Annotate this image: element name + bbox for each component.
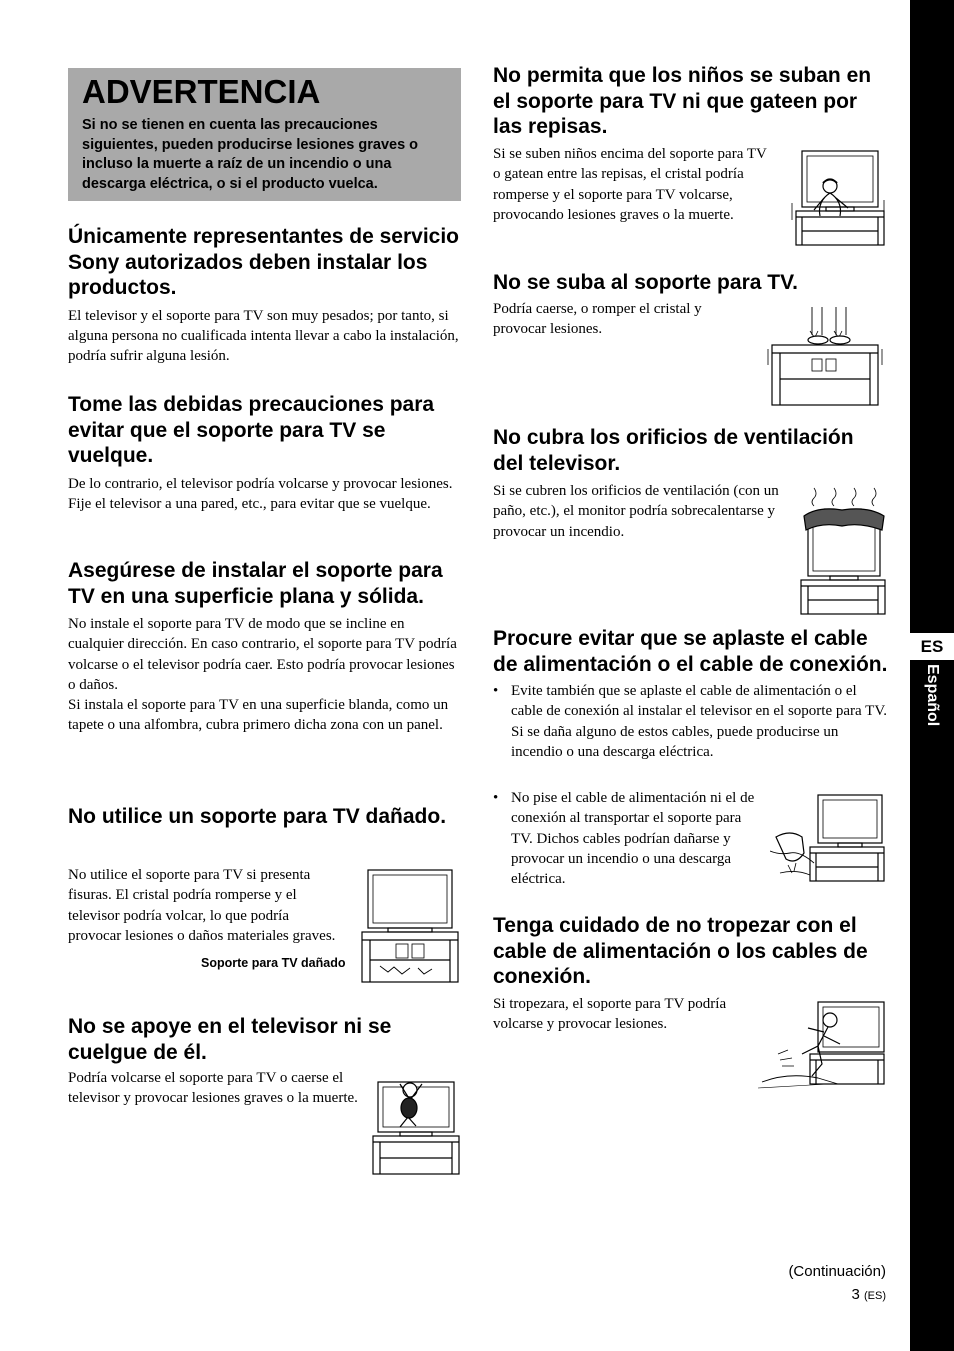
section-heading: No utilice un soporte para TV dañado. bbox=[68, 805, 447, 828]
section-body: Si se suben niños encima del soporte para TV o gatean entre las repisas, el cristal podría romperse y el soporte para TV volcarse, provocando lesiones graves o la muerte. bbox=[493, 146, 767, 223]
section-body: No utilice el soporte para TV si presenta fisuras. El cristal podría romperse y el televisor podría volcar, lo que podría provocar lesiones o daños materiales graves. bbox=[68, 867, 336, 944]
covered-ventilation-illustration bbox=[798, 486, 888, 616]
section-damaged-stand bbox=[68, 804, 463, 830]
section-body: Podría volcarse el soporte para TV o caerse el televisor y provocar lesiones graves o la muerte. bbox=[68, 1070, 358, 1107]
section-cable-crush bbox=[493, 626, 888, 762]
section-no-climb bbox=[493, 270, 888, 296]
page-number bbox=[851, 1286, 886, 1303]
standing-on-stand-illustration bbox=[766, 305, 884, 409]
page-number-suffix: (ES) bbox=[864, 1290, 886, 1302]
section-heading: Tome las debidas precauciones para evitar que el soporte para TV se vuelque. bbox=[68, 393, 435, 467]
bullet-list bbox=[493, 788, 761, 889]
section-no-lean bbox=[68, 1014, 463, 1065]
illustration-caption: Soporte para TV dañado bbox=[201, 956, 346, 970]
child-on-stand-illustration bbox=[790, 148, 886, 248]
language-name-tab: Español bbox=[924, 664, 941, 727]
section-authorized-service bbox=[68, 224, 463, 366]
section-body-2: Si instala el soporte para TV en una superficie blanda, como un tapete o una alfombra, cubra primero dicha zona con un panel. bbox=[68, 697, 449, 734]
section-heading: No cubra los orificios de ventilación del televisor. bbox=[493, 426, 854, 475]
section-heading: No se apoye en el televisor ni se cuelgue de él. bbox=[68, 1015, 392, 1064]
hanging-person-illustration bbox=[370, 1072, 462, 1178]
warning-title: ADVERTENCIA bbox=[82, 73, 321, 110]
section-body: Si se cubren los orificios de ventilación (con un paño, etc.), el monitor podría sobrecalentarse y provocar un incendio. bbox=[493, 483, 779, 540]
section-heading: No permita que los niños se suban en el soporte para TV ni que gateen por las repisas. bbox=[493, 64, 872, 138]
section-heading: Asegúrese de instalar el soporte para TV en una superficie plana y sólida. bbox=[68, 559, 443, 608]
section-body: Podría caerse, o romper el cristal y provocar lesiones. bbox=[493, 301, 702, 338]
section-body: Si tropezara, el soporte para TV podría volcarse y provocar lesiones. bbox=[493, 996, 727, 1033]
bullet-item: • Evite también que se aplaste el cable de alimentación o el cable de conexión al instalar el televisor en el soporte para TV. Si se daña alguno de estos cables, puede producirse un incendio o una descarga eléctrica. bbox=[493, 681, 888, 762]
section-children-body bbox=[493, 144, 771, 225]
damaged-stand-illustration bbox=[360, 868, 460, 986]
section-ventilation-body bbox=[493, 481, 785, 542]
page-number-value: 3 bbox=[851, 1286, 860, 1303]
section-heading: Tenga cuidado de no tropezar con el cable de alimentación o los cables de conexión. bbox=[493, 914, 868, 988]
section-prevent-tipping bbox=[68, 392, 463, 514]
section-no-climb-body bbox=[493, 299, 743, 340]
bullet-item: • No pise el cable de alimentación ni el de conexión al transportar el soporte para TV. Dichos cables podrían dañarse y provocar un incendio o una descarga eléctrica. bbox=[493, 788, 761, 889]
tripping-person-illustration bbox=[758, 998, 888, 1090]
cable-crush-illustration bbox=[770, 793, 886, 885]
section-no-lean-body bbox=[68, 1068, 363, 1109]
warning-text: Si no se tienen en cuenta las precauciones siguientes, pueden producirse lesiones graves o incluso la muerte a raíz de un incendio o una descarga eléctrica, o si el producto vuelca. bbox=[82, 117, 419, 192]
section-heading: Únicamente representantes de servicio Sony autorizados deben instalar los productos. bbox=[68, 225, 460, 299]
language-code-tab: ES bbox=[910, 633, 954, 660]
section-children bbox=[493, 63, 888, 140]
bullet-list bbox=[493, 681, 888, 762]
section-damaged-stand-body bbox=[68, 865, 340, 946]
warning-box bbox=[68, 68, 461, 201]
section-body: De lo contrario, el televisor podría volcarse y provocar lesiones. Fije el televisor a una pared, etc., para evitar que se vuelque. bbox=[68, 475, 453, 512]
section-heading: Procure evitar que se aplaste el cable de alimentación o el cable de conexión. bbox=[493, 627, 888, 676]
section-cable-crush-bullet2 bbox=[493, 788, 761, 889]
section-trip-body bbox=[493, 994, 753, 1035]
section-trip bbox=[493, 913, 888, 990]
continuation-label: (Continuación) bbox=[788, 1263, 886, 1280]
section-flat-surface bbox=[68, 558, 463, 736]
section-heading: No se suba al soporte para TV. bbox=[493, 271, 798, 294]
section-body: No instale el soporte para TV de modo que se incline en cualquier dirección. En caso contrario, el soporte para TV podría volcarse o el televisor podría caer. Esto podría provocar lesiones o daños. bbox=[68, 616, 457, 693]
section-body: El televisor y el soporte para TV son muy pesados; por tanto, si alguna persona no cualificada intenta llevar a cabo la instalación, podría sufrir alguna lesión. bbox=[68, 307, 459, 365]
section-ventilation bbox=[493, 425, 888, 476]
